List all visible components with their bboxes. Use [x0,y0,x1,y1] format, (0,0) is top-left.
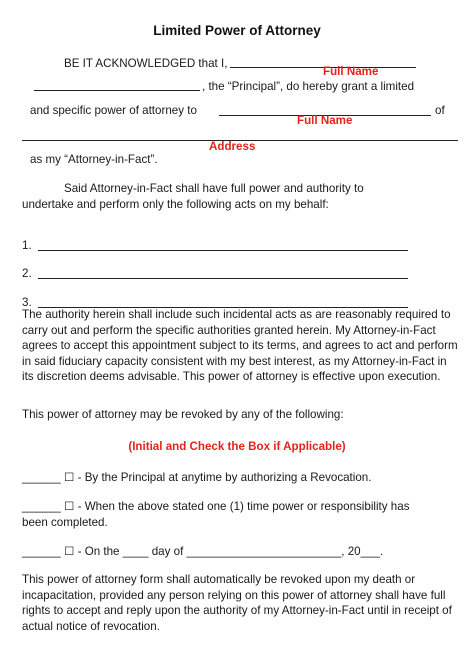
principal-text: , the “Principal”, do hereby grant a limited [202,80,415,93]
full-name-label-2: Full Name [297,114,353,127]
act-line-2[interactable] [38,278,408,279]
powers-intro-line-2: undertake and perform only the following acts on my behalf: [22,198,329,211]
acknowledgement-text: BE IT ACKNOWLEDGED that I, [64,57,228,70]
act-number-1: 1. [22,239,32,252]
option-3-initial-blank[interactable]: ______ [22,545,61,558]
powers-intro-line-1: Said Attorney-in-Fact shall have full power and authority to [64,182,364,195]
grant-text: and specific power of attorney to [30,104,197,117]
option-2-text-line-2: been completed. [22,516,108,529]
option-1-text[interactable]: ☐ - By the Principal at anytime by authorizing a Revocation. [64,471,372,484]
attorney-in-fact-text: as my “Attorney-in-Fact”. [30,153,158,166]
authority-paragraph: The authority herein shall include such incidental acts as are reasonably required to carry out and perform the specific authorities granted herein. My Attorney-in-Fact agrees to accept this appointment subject to its terms, and agrees to act and perform in said fiduciary capacity consistent with my best interest, as my Attorney-in-Fact in its discretion deems advisable. This power of attorney is effective upon execution. [22,308,458,384]
address-label: Address [209,140,256,153]
principal-name-line-continued[interactable] [34,90,200,91]
document-title: Limited Power of Attorney [153,23,321,38]
act-number-3: 3. [22,296,32,309]
option-1-initial-blank[interactable]: ______ [22,471,61,484]
option-2-text-line-1[interactable]: ☐ - When the above stated one (1) time power or responsibility has [64,500,410,513]
act-number-2: 2. [22,267,32,280]
option-3-text[interactable]: ☐ - On the ____ day of ________________________, 20___. [64,545,384,558]
grant-of-text: of [435,104,445,117]
initial-instruction: (Initial and Check the Box if Applicable) [128,440,346,453]
option-2-initial-blank[interactable]: ______ [22,500,61,513]
full-name-label-1: Full Name [323,65,379,78]
revocation-intro: This power of attorney may be revoked by any of the following: [22,408,344,421]
final-paragraph: This power of attorney form shall automatically be revoked upon my death or incapacitation, provided any person relying on this power of attorney shall have full rights to accept and reply upon the authority of my Attorney-in-Fact until in receipt of actual notice of revocation. [22,573,452,633]
act-line-1[interactable] [38,250,408,251]
